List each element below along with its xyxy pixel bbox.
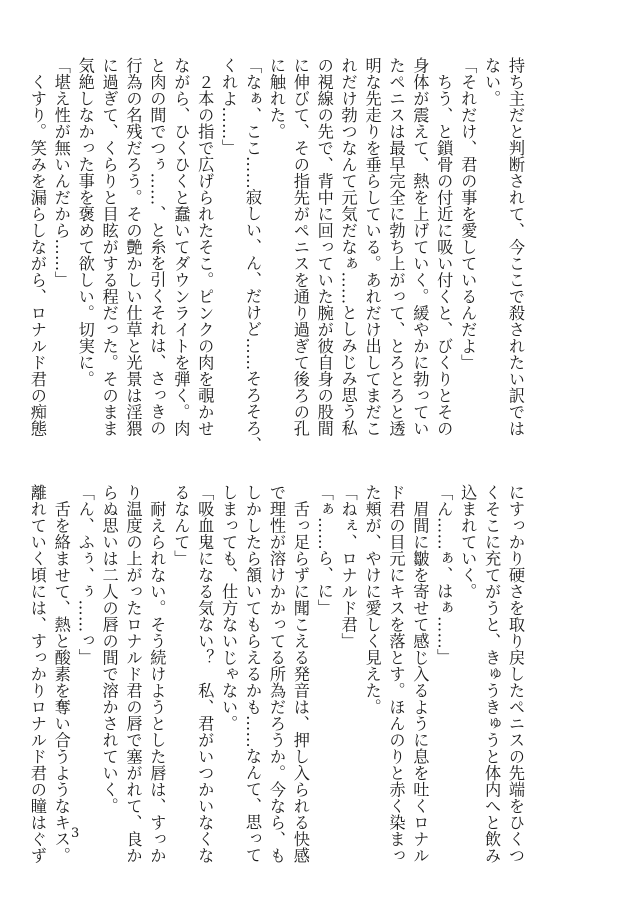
text-line: 明な先走りを垂らしている。あれだけ出してまだこ <box>362 57 382 437</box>
text-line: 気絶しなかった事を褒めて欲しい。切実に。 <box>75 57 95 387</box>
text-line: ド君の目元にキスを落とす。ほんのりと赤く染まっ <box>386 484 406 864</box>
text-line: 耐えられない。そう続けようとした唇は、すっか <box>147 484 167 864</box>
text-line: り温度の上がったロナルド君の唇で塞がれて、良か <box>123 484 143 864</box>
text-line: れだけ勃つなんて元気だなぁ……としみじみ思う私 <box>338 57 358 437</box>
page-number: 3 <box>71 826 80 841</box>
text-line: 離れていく頃には、すっかりロナルド君の瞳はぐず <box>27 484 47 864</box>
text-line: 「ん……ぁ、はぁ……」 <box>434 484 454 666</box>
text-line: 「ぁ……ら、に」 <box>314 484 334 616</box>
text-line: に過ぎて、くらりと目眩がする程だった。そのまま <box>99 57 119 437</box>
text-line: ながら、ひくひくと蠢いてダウンライトを弾く。肉 <box>171 57 191 437</box>
text-line: た頬が、やけに愛しく見えた。 <box>362 484 382 715</box>
text-line: 身体が震えて、熱を上げていく。緩やかに勃ってい <box>410 57 430 437</box>
text-line: 舌っ足らずに聞こえる発音は、押し入られる快感 <box>290 484 310 864</box>
text-line: くれよ……」 <box>219 57 239 156</box>
top-text-block <box>27 57 527 453</box>
bottom-text-block <box>27 484 527 864</box>
text-line: に触れた。 <box>266 57 286 140</box>
text-line: しかしたら頷いてもらえるかも……なんて、思って <box>243 484 263 864</box>
text-line: らぬ思いは二人の唇の間で溶かされていく。 <box>99 484 119 814</box>
text-line: くそこに充てがうと、きゅうきゅうと体内へと飲み <box>482 484 502 864</box>
text-line: ちう、と鎖骨の付近に吸い付くと、びくりとその <box>434 57 454 437</box>
text-line: 「吸血鬼になる気ない？ 私、君がいつかいなくな <box>195 484 215 864</box>
text-line: くすり。笑みを漏らしながら、ロナルド君の痴態 <box>27 57 47 437</box>
text-line: 「ねぇ、ロナルド君」 <box>338 484 358 649</box>
text-line: るなんて」 <box>171 484 191 567</box>
text-line: に伸びて、その指先がペニスを通り過ぎて後ろの孔 <box>290 57 310 437</box>
text-line: の視線の先で、背中に回っていた腕が彼自身の股間 <box>314 57 334 437</box>
text-line: 舌を絡ませて、熱と酸素を奪い合うようなキス。 <box>51 484 71 864</box>
text-line: ２本の指で広げられたそこ。ピンクの肉を覗かせ <box>195 57 215 437</box>
text-line: しまっても、仕方ないじゃない。 <box>219 484 239 732</box>
text-line: と肉の間でつぅ……、と糸を引くそれは、さっきの <box>147 57 167 437</box>
text-line: 眉間に皺を寄せて感じ入るように息を吐くロナル <box>410 484 430 864</box>
text-line: 「ん、ふぅ、ぅ……っ」 <box>75 484 95 666</box>
text-line: たペニスは最早完全に勃ち上がって、とろとろと透 <box>386 57 406 437</box>
text-line: 行為の名残だろう。その艶かしい仕草と光景は淫猥 <box>123 57 143 437</box>
text-line: にすっかり硬さを取り戻したペニスの先端をひくつ <box>506 484 525 864</box>
text-line: ない。 <box>482 57 502 107</box>
text-line: 「堪え性が無いんだから……」 <box>51 57 71 288</box>
text-line: 持ち主だと判断されて、今ここで殺されたい訳では <box>506 57 525 437</box>
text-line: 「それだけ、君の事を愛しているんだよ」 <box>458 57 478 371</box>
text-line: 込まれていく。 <box>458 484 478 600</box>
text-line: で理性が溶けかかってる所為だろうか。今なら、も <box>266 484 286 864</box>
text-line: 「なぁ、ここ……寂しい、ん、だけど……そろそろ、 <box>243 57 263 453</box>
